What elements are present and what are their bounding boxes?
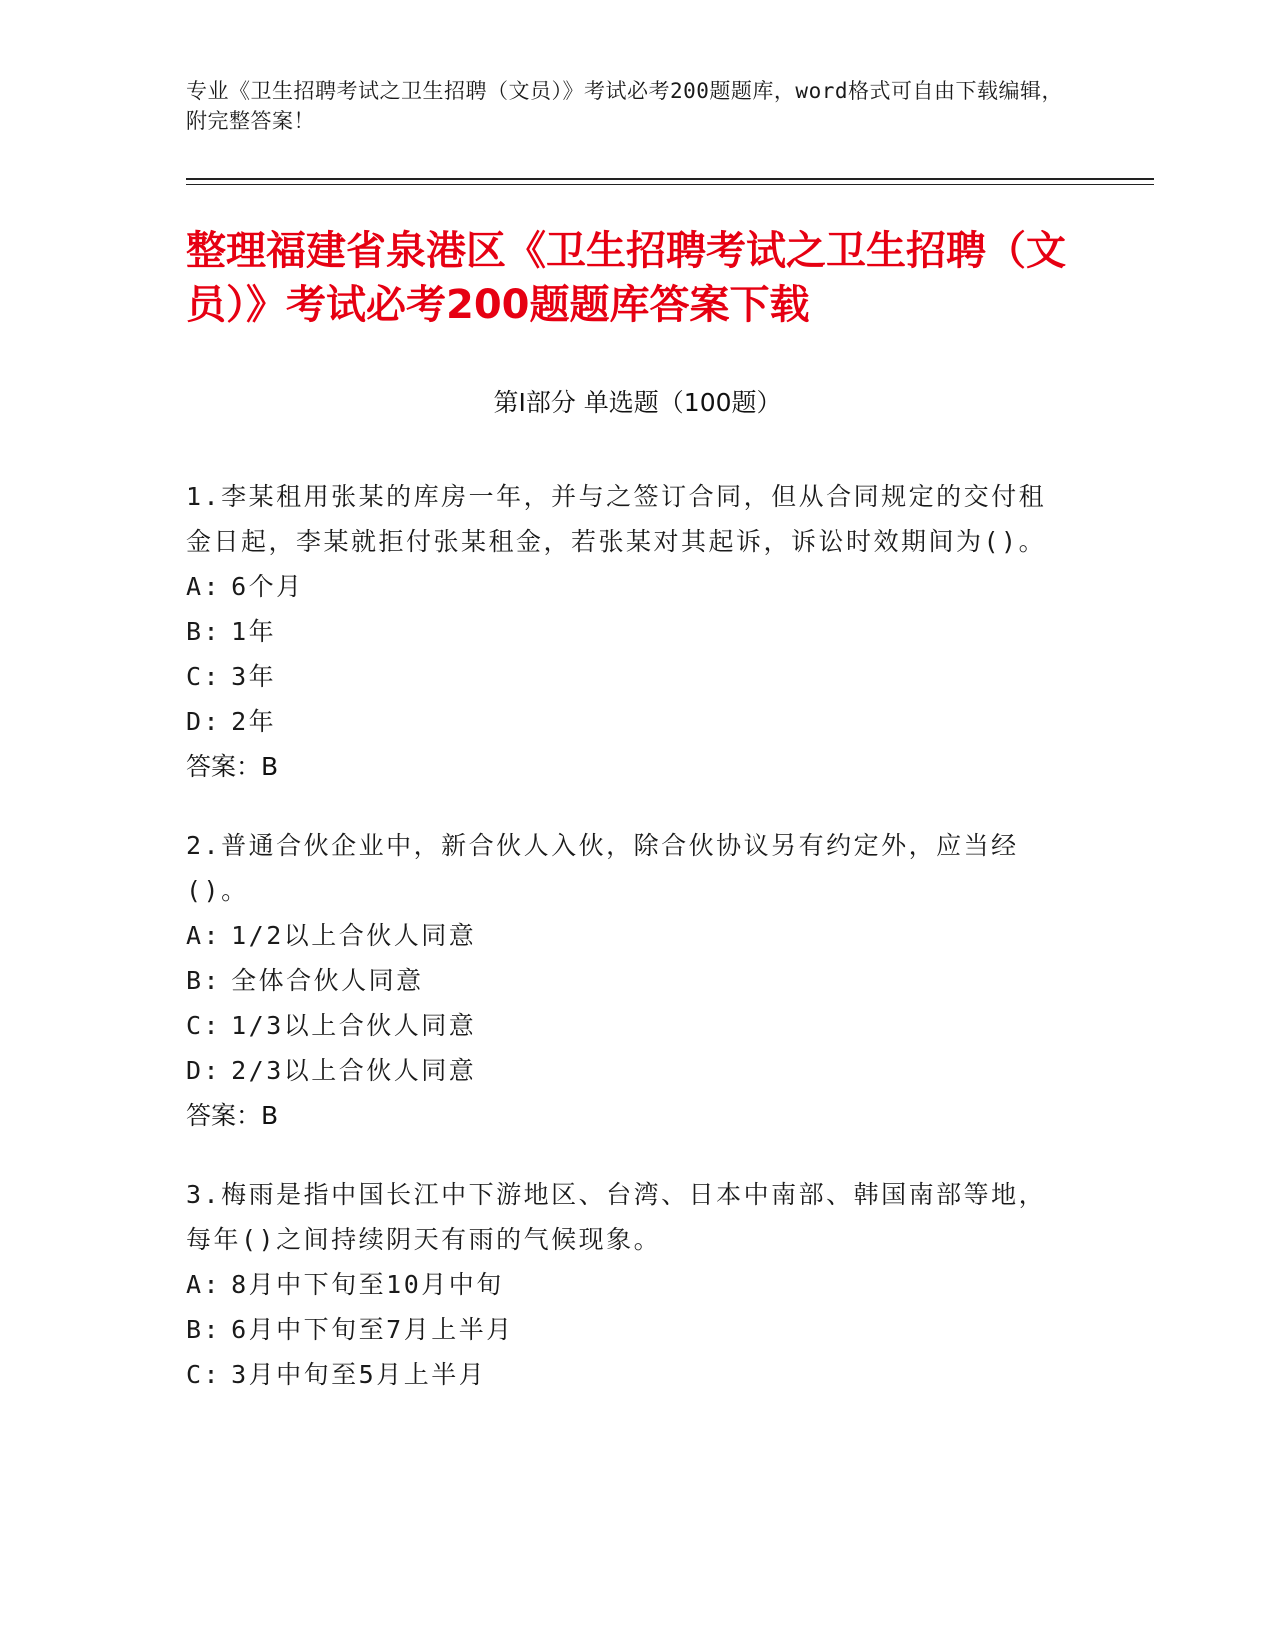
- option-c: [186, 654, 1056, 699]
- option-text: 8月中下旬至10月中旬: [231, 1270, 504, 1299]
- option-key: D:: [186, 707, 222, 736]
- question-stem: 1.李某租用张某的库房一年，并与之签订合同，但从合同规定的交付租金日起，李某就拒付张某租金，若张某对其起诉，诉讼时效期间为()。: [186, 482, 1047, 556]
- option-key: C:: [186, 662, 222, 691]
- option-key: C:: [186, 1011, 222, 1040]
- option-text: 3月中旬至5月上半月: [231, 1360, 487, 1389]
- option-text: 1/2以上合伙人同意: [231, 921, 477, 950]
- question-item: [186, 474, 1056, 789]
- option-key: A:: [186, 572, 222, 601]
- header-rule-thick: [186, 178, 1154, 180]
- option-c: [186, 1003, 1056, 1048]
- option-c: [186, 1352, 1056, 1397]
- answer-line: 答案：B: [186, 1101, 279, 1130]
- header-note: 专业《卫生招聘考试之卫生招聘（文员）》考试必考200题题库，word格式可自由下载编辑，附完整答案！: [186, 79, 1063, 133]
- question-item: [186, 1172, 1056, 1397]
- question-stem: 2.普通合伙企业中，新合伙人入伙，除合伙协议另有约定外，应当经()。: [186, 831, 1019, 905]
- option-a: [186, 913, 1056, 958]
- option-key: C:: [186, 1360, 222, 1389]
- option-b: [186, 1307, 1056, 1352]
- option-text: 全体合伙人同意: [231, 966, 424, 995]
- option-text: 2/3以上合伙人同意: [231, 1056, 477, 1085]
- option-key: D:: [186, 1056, 222, 1085]
- option-text: 1年: [231, 617, 277, 646]
- section-heading: 第I部分 单选题（100题）: [493, 388, 782, 417]
- question-stem: 3.梅雨是指中国长江中下游地区、台湾、日本中南部、韩国南部等地，每年()之间持续阴天有雨的气候现象。: [186, 1180, 1047, 1254]
- option-a: [186, 564, 1056, 609]
- option-b: [186, 609, 1056, 654]
- question-item: [186, 823, 1056, 1138]
- option-key: B:: [186, 617, 222, 646]
- answer-line: 答案：B: [186, 752, 279, 781]
- document-title: 整理福建省泉港区《卫生招聘考试之卫生招聘（文员）》考试必考200题题库答案下载: [186, 228, 1066, 328]
- header-rule-thin: [186, 184, 1154, 185]
- option-key: A:: [186, 1270, 222, 1299]
- option-b: [186, 958, 1056, 1003]
- option-text: 2年: [231, 707, 277, 736]
- option-d: [186, 699, 1056, 744]
- question-list: [186, 474, 1056, 1431]
- option-d: [186, 1048, 1056, 1093]
- option-text: 6个月: [231, 572, 304, 601]
- option-text: 3年: [231, 662, 277, 691]
- option-key: B:: [186, 966, 222, 995]
- option-key: B:: [186, 1315, 222, 1344]
- option-text: 6月中下旬至7月上半月: [231, 1315, 514, 1344]
- option-key: A:: [186, 921, 222, 950]
- option-text: 1/3以上合伙人同意: [231, 1011, 477, 1040]
- option-a: [186, 1262, 1056, 1307]
